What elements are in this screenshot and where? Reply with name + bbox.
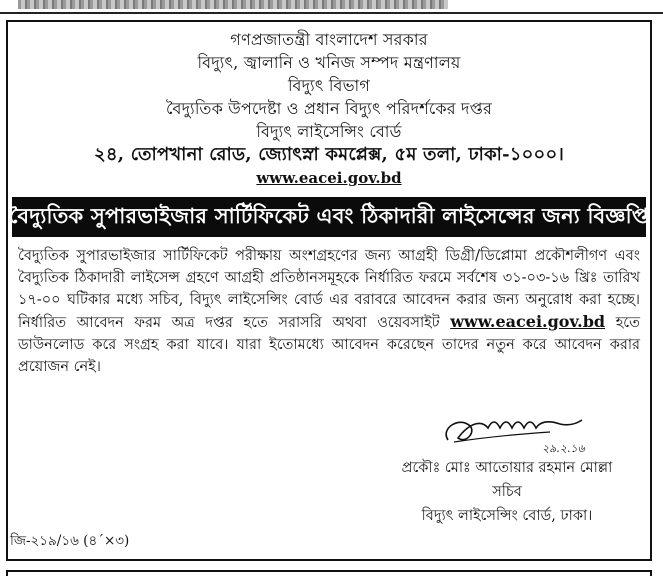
top-strip: [0, 0, 663, 16]
board-name: বিদ্যুৎ লাইসেন্সিং বোর্ড: [256, 122, 402, 141]
government-name: গণপ্রজাতন্ত্রী বাংলাদেশ সরকার: [230, 30, 428, 49]
signatory-office: বিদ্যুৎ লাইসেন্সিং বোর্ড, ঢাকা।: [421, 508, 593, 524]
header-website-link[interactable]: www.eacei.gov.bd: [256, 169, 402, 187]
body-text-part2: হতে ডাউনলোড করে সংগ্রহ করা যাবে। যারা ইতোমধ্যে আবেদন করেছেন তাদের নতুন করে আবেদন করার প্রয়োজন নেই।: [18, 315, 641, 375]
next-advert-border: [6, 570, 652, 576]
notice-body: [8, 237, 650, 378]
signatory-block: [387, 456, 627, 528]
body-website-link[interactable]: www.eacei.gov.bd: [450, 312, 606, 331]
divider: [0, 12, 663, 14]
ministry-name: বিদ্যুৎ, জ্বালানি ও খনিজ সম্পদ মন্ত্রণালয়: [197, 53, 461, 72]
office-name: বৈদ্যুতিক উপদেষ্টা ও প্রধান বিদ্যুৎ পরিদর্শকের দপ্তর: [166, 99, 492, 118]
signatory-name: প্রকৌঃ মোঃ আতোয়ার রহমান মোল্লা: [401, 460, 613, 476]
handwritten-signature: [430, 408, 590, 456]
notice-header: [8, 22, 650, 189]
reference-number: জি-২১৯/১৬ (৪´×৩): [10, 533, 130, 549]
signature-date: ২৯.২.১৬: [542, 442, 585, 455]
previous-advert-image: [18, 0, 448, 9]
division-name: বিদ্যুৎ বিভাগ: [287, 76, 371, 95]
body-text-part1: বৈদ্যুতিক সুপারভাইজার সার্টিফিকেট পরীক্ষায় অংশগ্রহণের জন্য আগ্রহী ডিগ্রী/ডিপ্লোমা প্রকৌশলীগণ এবং বৈদ্যুতিক ঠিকাদারী লাইসেন্স গ্রহণে আগ্রহী প্রতিষ্ঠানসমূহকে নির্ধারিত ফরমে সর্বশেষ ৩১-০৩-১৬ খ্রিঃ তারিখ ১৭-০০ ঘটিকার মধ্যে সচিব, বিদ্যুৎ লাইসেন্সিং বোর্ড এর বরাবরে আবেদন করার জন্য অনুরোধ করা হচ্ছে। নির্ধারিত আবেদন ফরম অত্র দপ্তর হতে সরাসরি অথবা ওয়েবসাইট: [18, 248, 640, 331]
notice-title-banner: বৈদ্যুতিক সুপারভাইজার সার্টিফিকেট এবং ঠিকাদারী লাইসেন্সের জন্য বিজ্ঞপ্তি: [12, 197, 646, 237]
signatory-designation: সচিব: [492, 484, 522, 500]
office-address: ২৪, তোপখানা রোড, জ্যোৎস্না কমপ্লেক্স, ৫ম তলা, ঢাকা-১০০০।: [94, 144, 564, 165]
